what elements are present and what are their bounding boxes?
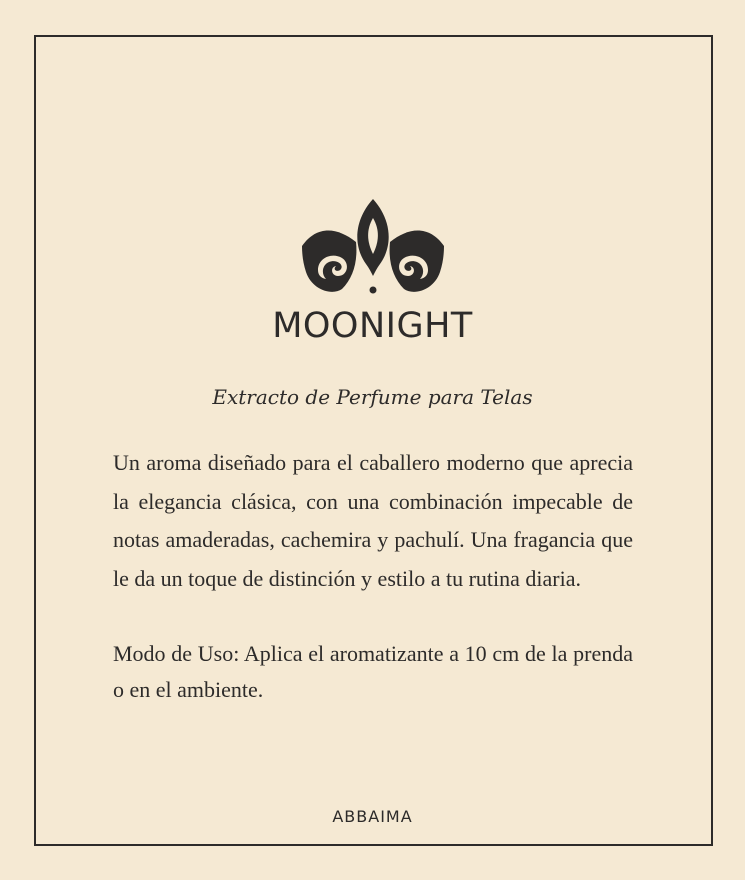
brand-name: MOONIGHT bbox=[272, 306, 473, 346]
maker-name: ABBAIMA bbox=[332, 807, 413, 826]
lotus-flourish-icon bbox=[298, 196, 448, 300]
product-description: Un aroma diseñado para el caballero moderno que aprecia la elegancia clásica, con una combinación impecable de notas amaderadas, cachemira y pachulí. Una fragancia que le da un toque de distinción y estilo a tu rutina diaria. bbox=[113, 450, 633, 591]
label-border bbox=[34, 35, 713, 846]
usage-instructions: Modo de Uso: Aplica el aromatizante a 10 cm de la prenda o en el ambiente. bbox=[113, 641, 633, 702]
product-subtitle: Extracto de Perfume para Telas bbox=[212, 385, 533, 409]
